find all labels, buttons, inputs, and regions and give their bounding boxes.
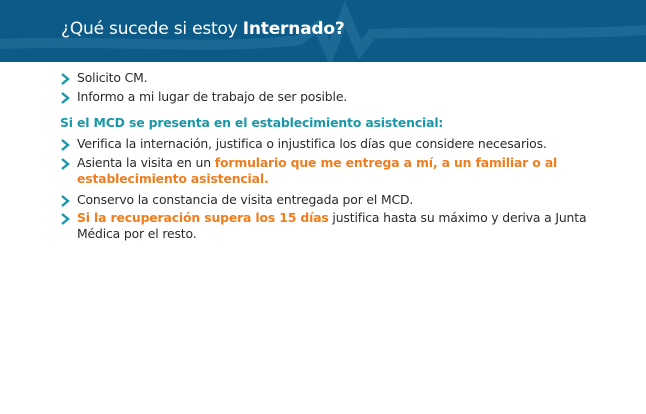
list-item-text: Verifica la internación, justifica o injustifica los días que considere necesarios.: [77, 136, 547, 151]
section-heading: Si el MCD se presenta en el establecimiento asistencial:: [60, 115, 444, 130]
list-item-text: Solicito CM.: [77, 70, 148, 85]
list-item-informo: [60, 89, 620, 105]
chevron-right-icon: [60, 158, 70, 170]
content-area: [60, 70, 620, 242]
list-item-asienta: [60, 155, 620, 187]
chevron-right-icon: [60, 195, 70, 207]
header-bar: [0, 0, 646, 62]
list-item-text: Informo a mi lugar de trabajo de ser posible.: [77, 89, 348, 104]
chevron-right-icon: [60, 73, 70, 85]
list-item-text: Asienta la visita en un: [77, 155, 215, 170]
page-title: ¿Qué sucede si estoy Internado?: [61, 19, 345, 39]
list-item-verifica: [60, 136, 620, 152]
list-item-solicito: [60, 70, 620, 86]
highlight-text: formulario que me entrega a mí, a un familiar o al establecimiento asistencial.: [77, 155, 558, 186]
list-item-conservo: [60, 192, 620, 208]
chevron-right-icon: [60, 213, 70, 225]
highlight-text: Si la recuperación supera los 15 días: [77, 210, 329, 225]
list-item-text: justifica hasta su máximo y deriva a Junta Médica por el resto.: [77, 210, 587, 241]
list-item-recuperacion: [60, 210, 620, 242]
chevron-right-icon: [60, 139, 70, 151]
chevron-right-icon: [60, 92, 70, 104]
list-item-text: Conservo la constancia de visita entregada por el MCD.: [77, 192, 414, 207]
